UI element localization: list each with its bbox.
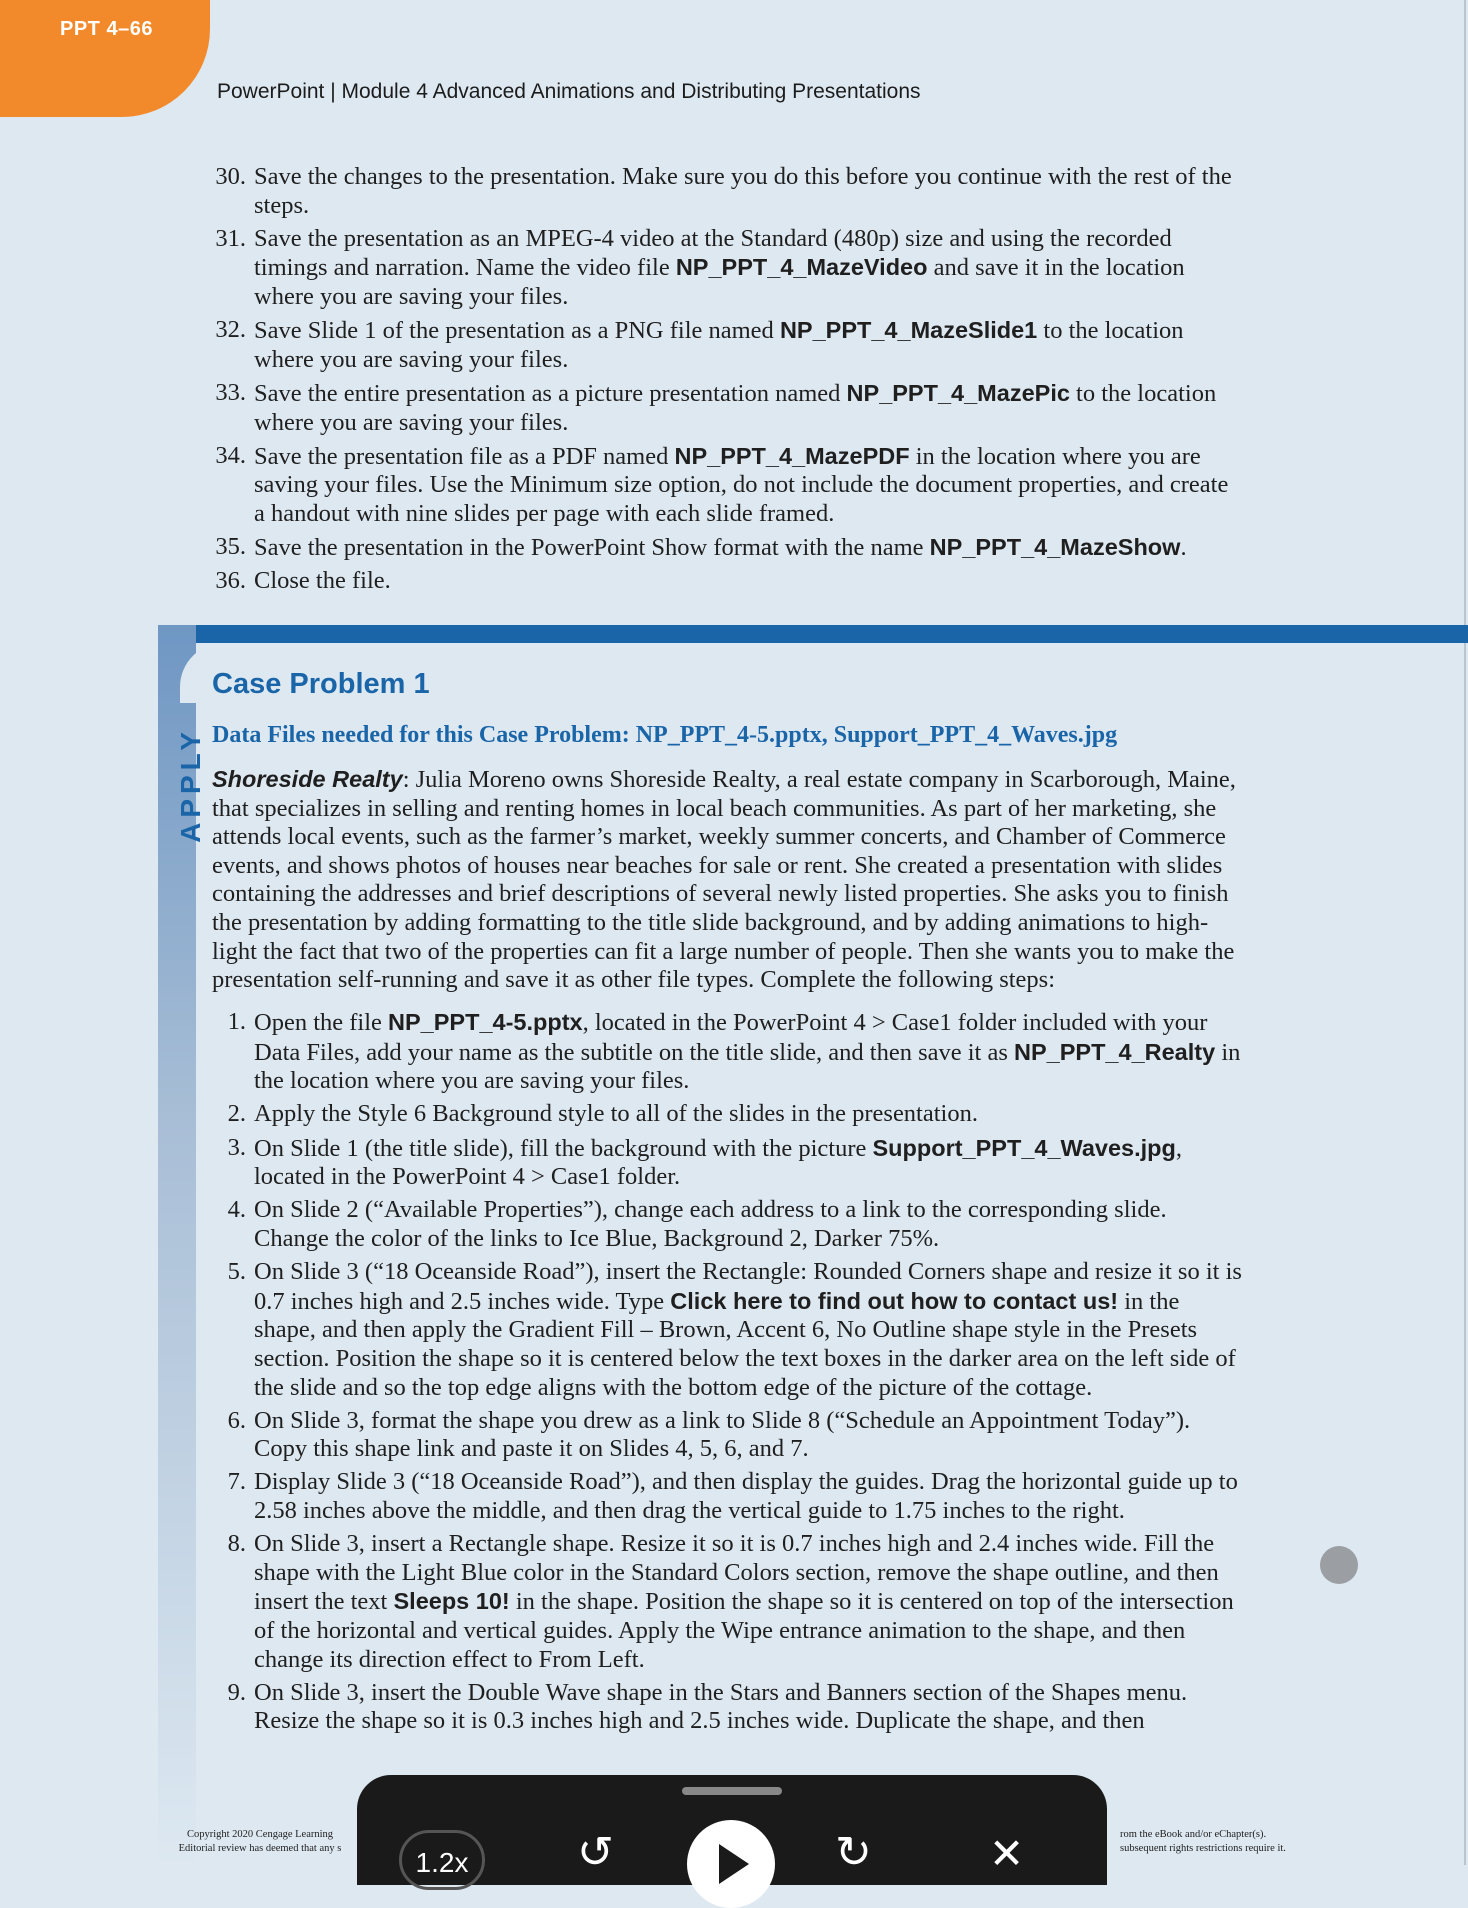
company-name: Shoreside Realty	[212, 766, 403, 792]
step-number: 9.	[227, 1678, 246, 1706]
list-item	[0, 567, 1244, 596]
play-icon[interactable]	[687, 1820, 775, 1908]
step-text: Open the file NP_PPT_4-5.pptx, located in the PowerPoint 4 > Case1 folder included with your Data Files, add your name as the subtitle on the title slide, and then save it as NP_PPT_4_Realty in the location where you are saving your files.	[254, 1009, 1241, 1095]
step-number: 36.	[215, 567, 246, 595]
page-number: PPT 4–66	[60, 18, 153, 40]
step-text: Save the presentation file as a PDF named NP_PPT_4_MazePDF in the location where you are saving your files. Use the Minimum size option, do not include the document properties, and create a handout with nine slides per page with each slide framed.	[254, 442, 1229, 527]
list-item	[0, 1468, 1244, 1525]
case-steps-list	[0, 1008, 1468, 1741]
floating-button[interactable]	[1320, 1546, 1358, 1584]
step-text: On Slide 3 (“18 Oceanside Road”), insert the Rectangle: Rounded Corners shape and resize it so it is 0.7 inches high and 2.5 inches wide. Type Click here to find out how to contact us! in the shape, and then apply the Gradient Fill – Brown, Accent 6, No Outline shape style in the Presets section. Position the shape so it is centered below the text boxes in the darker area on the left side of the slide and so the top edge aligns with the bottom edge of the picture of the cottage.	[254, 1258, 1242, 1401]
step-text: On Slide 3, insert a Rectangle shape. Resize it so it is 0.7 inches high and 2.4 inches wide. Fill the shape with the Light Blue color in the Standard Colors section, remove the shape outline, and then insert the text Sleeps 10! in the shape. Position the shape so it is centered on top of the intersection of the horizontal and vertical guides. Apply the Wipe entrance animation to the shape, and then change its direction effect to From Left.	[254, 1530, 1234, 1673]
list-item	[0, 442, 1244, 529]
drag-handle[interactable]	[682, 1787, 782, 1795]
list-item	[0, 1407, 1244, 1464]
step-text: On Slide 2 (“Available Properties”), change each address to a link to the corresponding slide. Change the color of the links to Ice Blue, Background 2, Darker 75%.	[254, 1196, 1167, 1252]
step-number: 6.	[227, 1406, 246, 1434]
upper-steps-list	[0, 163, 1468, 600]
apply-label: APPLY	[175, 727, 206, 843]
list-item	[0, 225, 1244, 312]
step-number: 35.	[215, 533, 246, 561]
step-number: 32.	[215, 316, 246, 344]
step-text: Save the presentation in the PowerPoint Show format with the name NP_PPT_4_MazeShow.	[254, 534, 1187, 562]
step-text: On Slide 3, format the shape you drew as a link to Slide 8 (“Schedule an Appointment Today”). Copy this shape link and paste it on Slides 4, 5, 6, and 7.	[254, 1406, 1191, 1463]
list-item	[0, 163, 1244, 220]
close-icon[interactable]: ✕	[989, 1829, 1025, 1878]
list-item	[0, 1134, 1244, 1192]
step-text: Save Slide 1 of the presentation as a PNG file named NP_PPT_4_MazeSlide1 to the location where you are saving your files.	[254, 317, 1184, 373]
list-item	[0, 1679, 1244, 1736]
step-text: Save the entire presentation as a picture presentation named NP_PPT_4_MazePic to the location where you are saving your files.	[254, 379, 1217, 436]
list-item	[0, 316, 1244, 374]
step-text: Display Slide 3 (“18 Oceanside Road”), and then display the guides. Drag the horizontal guide up to 2.58 inches above the middle, and then drag the vertical guide to 1.75 inches to the right.	[254, 1468, 1238, 1525]
audio-player	[357, 1775, 1107, 1885]
list-item	[0, 1196, 1244, 1253]
case-title: Case Problem 1	[212, 668, 430, 700]
list-item	[0, 379, 1244, 437]
list-item	[0, 1100, 1244, 1129]
intro-text: : Julia Moreno owns Shoreside Realty, a real estate company in Scarborough, Maine, that specializes in selling and renting homes in local beach communities. As part of her marketing, she attends local events, such as the farmer’s market, weekly summer concerts, and Chamber of Commerce events, and shows photos of houses near beaches for sale or rent. She created a presentation with slides containing the addresses and brief descriptions of several newly listed properties. She asks you to finish the presentation by adding formatting to the title slide background, and by adding animations to high-light the fact that two of the properties can fit a large number of people. Then she wants you to make the presentation self-running and save it as other file types. Complete the following steps:	[212, 766, 1236, 994]
rewind-icon[interactable]: ↺	[577, 1827, 614, 1878]
step-text: Save the changes to the presentation. Make sure you do this before you continue with the rest of the steps.	[254, 163, 1232, 219]
list-item	[0, 1258, 1244, 1402]
step-text: Apply the Style 6 Background style to all of the slides in the presentation.	[254, 1100, 978, 1128]
step-number: 7.	[227, 1468, 246, 1496]
step-number: 3.	[227, 1133, 246, 1161]
step-number: 2.	[227, 1100, 246, 1128]
step-number: 31.	[215, 224, 246, 252]
step-number: 34.	[215, 441, 246, 469]
case-intro	[212, 765, 1252, 995]
step-number: 1.	[227, 1008, 246, 1035]
playback-speed-button[interactable]: 1.2x	[399, 1830, 485, 1890]
step-number: 30.	[215, 163, 246, 190]
step-number: 4.	[227, 1196, 246, 1224]
running-head: PowerPoint | Module 4 Advanced Animations and Distributing Presentations	[217, 80, 921, 103]
forward-icon[interactable]: ↻	[835, 1827, 872, 1878]
step-text: Close the file.	[254, 567, 391, 595]
step-text: Save the presentation as an MPEG-4 video at the Standard (480p) size and using the recorded timings and narration. Name the video file NP_PPT_4_MazeVideo and save it in the location where you are saving your files.	[254, 224, 1185, 310]
data-files-line: Data Files needed for this Case Problem: NP_PPT_4-5.pptx, Support_PPT_4_Waves.jpg	[212, 722, 1118, 748]
step-number: 5.	[227, 1258, 246, 1286]
step-number: 33.	[215, 378, 246, 406]
step-number: 8.	[227, 1530, 246, 1558]
step-text: On Slide 3, insert the Double Wave shape in the Stars and Banners section of the Shapes menu. Resize the shape so it is 0.3 inches high and 2.5 inches wide. Duplicate the shape, and then	[254, 1678, 1188, 1735]
step-text: On Slide 1 (the title slide), fill the background with the picture Support_PPT_4_Waves.jpg, located in the PowerPoint 4 > Case1 folder.	[254, 1134, 1183, 1191]
list-item	[0, 1008, 1244, 1096]
list-item	[0, 533, 1244, 563]
apply-bar	[158, 625, 1468, 643]
list-item	[0, 1530, 1244, 1674]
